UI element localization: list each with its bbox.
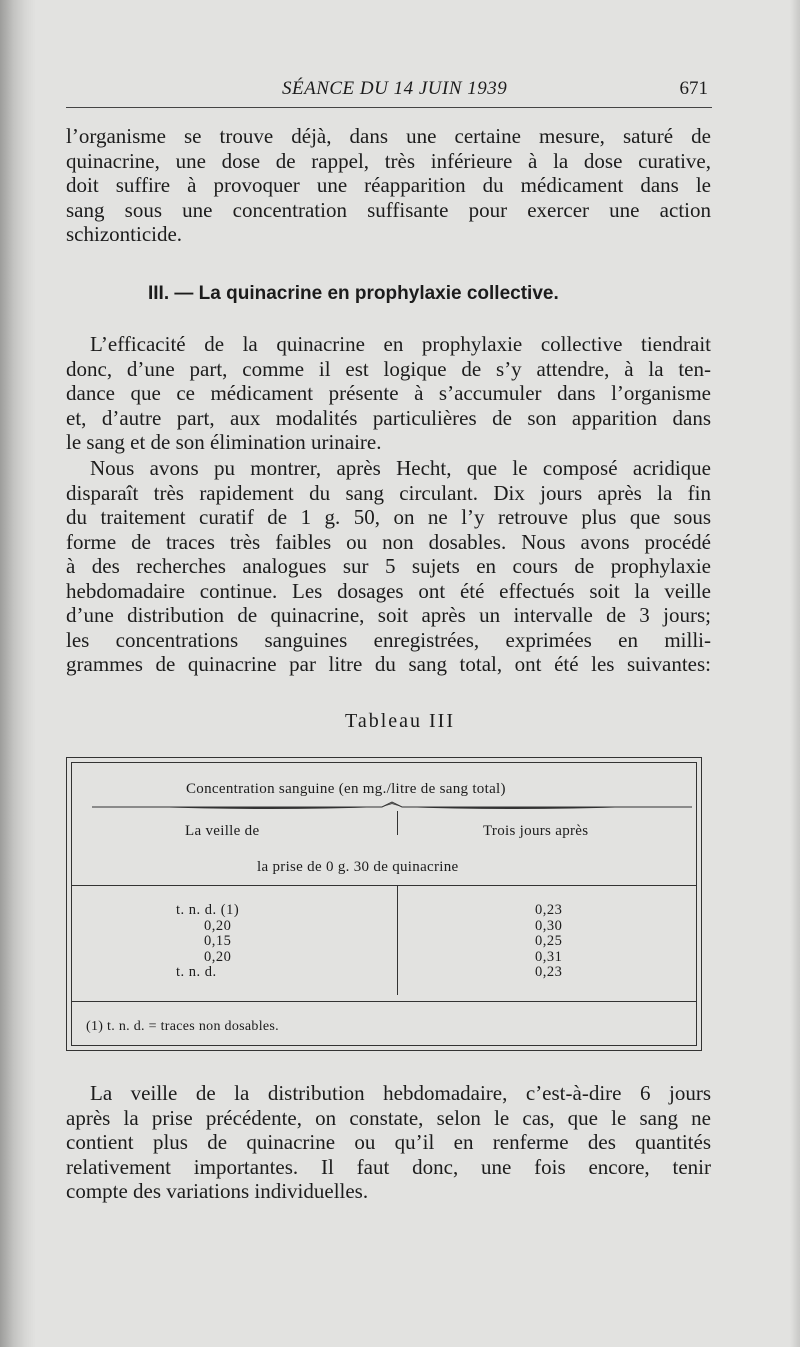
text-line: compte des variations individuelles. [66, 1179, 369, 1203]
text-line: L’efficacité de la quinacrine en prophylaxie collective tiendrait [90, 332, 711, 356]
paragraph-hecht [66, 456, 711, 677]
text-line: sang sous une concentration suffisante pour exercer une action [66, 197, 711, 222]
column-divider [397, 885, 398, 995]
page-number: 671 [679, 78, 708, 99]
header-rule [72, 885, 696, 886]
text-line: dance que ce médicament présente à s’accumuler dans l’organisme [66, 381, 711, 405]
column-header-left: La veille de [185, 823, 260, 839]
text-line: hebdomadaire continue. Les dosages ont été effectués soit la veille [66, 578, 711, 603]
text-line: d’une distribution de quinacrine, soit après un intervalle de 3 jours; [66, 603, 711, 627]
header-column-divider [397, 811, 398, 835]
text-line: grammes de quinacrine par litre du sang total, ont été les suivantes: [66, 652, 711, 676]
text-line: le sang et de son élimination urinaire. [66, 430, 382, 454]
paragraph-efficacite [66, 332, 711, 455]
page-binding-shadow [0, 0, 36, 1347]
table-footnote: (1) t. n. d. = traces non dosables. [86, 1019, 279, 1034]
text-line: forme de traces très faibles ou non dosables. Nous avons procédé [66, 529, 711, 554]
text-line: et, d’autre part, aux modalités particulières de son apparition dans [66, 405, 711, 430]
text-line: les concentrations sanguines enregistrées, exprimées en milli- [66, 627, 711, 652]
text-line: Nous avons pu montrer, après Hecht, que le composé acridique [90, 456, 711, 480]
text-line: quinacrine, une dose de rappel, très inférieure à la dose curative, [66, 148, 711, 173]
data-table [66, 757, 702, 1051]
table-inner-frame [71, 762, 697, 1046]
text-line: doit suffire à provoquer une réapparition du médicament dans le [66, 173, 711, 197]
section-heading: III. — La quinacrine en prophylaxie collective. [148, 283, 559, 304]
text-line: donc, d’une part, comme il est logique de s’y attendre, à la ten- [66, 356, 711, 381]
table-cell: t. n. d. (1) [176, 902, 240, 918]
footnote-rule [72, 1001, 696, 1002]
table-cell: 0,20 [204, 917, 232, 934]
table-spanning-header: Concentration sanguine (en mg./litre de sang total) [186, 781, 506, 797]
running-header [66, 78, 712, 102]
text-line: disparaît très rapidement du sang circulant. Dix jours après la fin [66, 480, 711, 505]
text-line: La veille de la distribution hebdomadaire, c’est-à-dire 6 jours [90, 1081, 711, 1105]
text-line: du traitement curatif de 1 g. 50, on ne l’y retrouve plus que sous [66, 505, 711, 529]
text-line: relativement importantes. Il faut donc, une fois encore, tenir [66, 1154, 711, 1179]
table-cell: 0,30 [535, 917, 563, 934]
text-line: contient plus de quinacrine ou qu’il en renferme des quantités [66, 1130, 711, 1154]
table-cell: 0,23 [535, 902, 563, 918]
table-cell: 0,15 [204, 933, 232, 949]
paragraph-veille [66, 1081, 711, 1204]
table-cell: 0,23 [535, 964, 563, 980]
text-line: après la prise précédente, on constate, selon le cas, que le sang ne [66, 1105, 711, 1130]
table-cell: 0,20 [204, 948, 232, 965]
column-header-right: Trois jours après [483, 823, 589, 839]
header-rule [66, 107, 712, 108]
table-cell: 0,31 [535, 948, 563, 965]
left-column-values [176, 903, 239, 981]
text-line: à des recherches analogues sur 5 sujets en cours de prophylaxie [66, 554, 711, 578]
table-cell: 0,25 [535, 933, 563, 949]
running-title: SÉANCE DU 14 JUIN 1939 [282, 78, 508, 99]
text-line: l’organisme se trouve déjà, dans une certaine mesure, saturé de [66, 124, 711, 148]
text-line: schizonticide. [66, 222, 183, 246]
right-column-values [535, 903, 562, 981]
table-cell: t. n. d. [176, 964, 217, 980]
table-caption: Tableau III [345, 710, 455, 732]
paragraph-continuation [66, 124, 711, 247]
page-edge-shadow [790, 0, 800, 1347]
table-subheader: la prise de 0 g. 30 de quinacrine [257, 859, 459, 875]
brace-rule [92, 801, 692, 813]
